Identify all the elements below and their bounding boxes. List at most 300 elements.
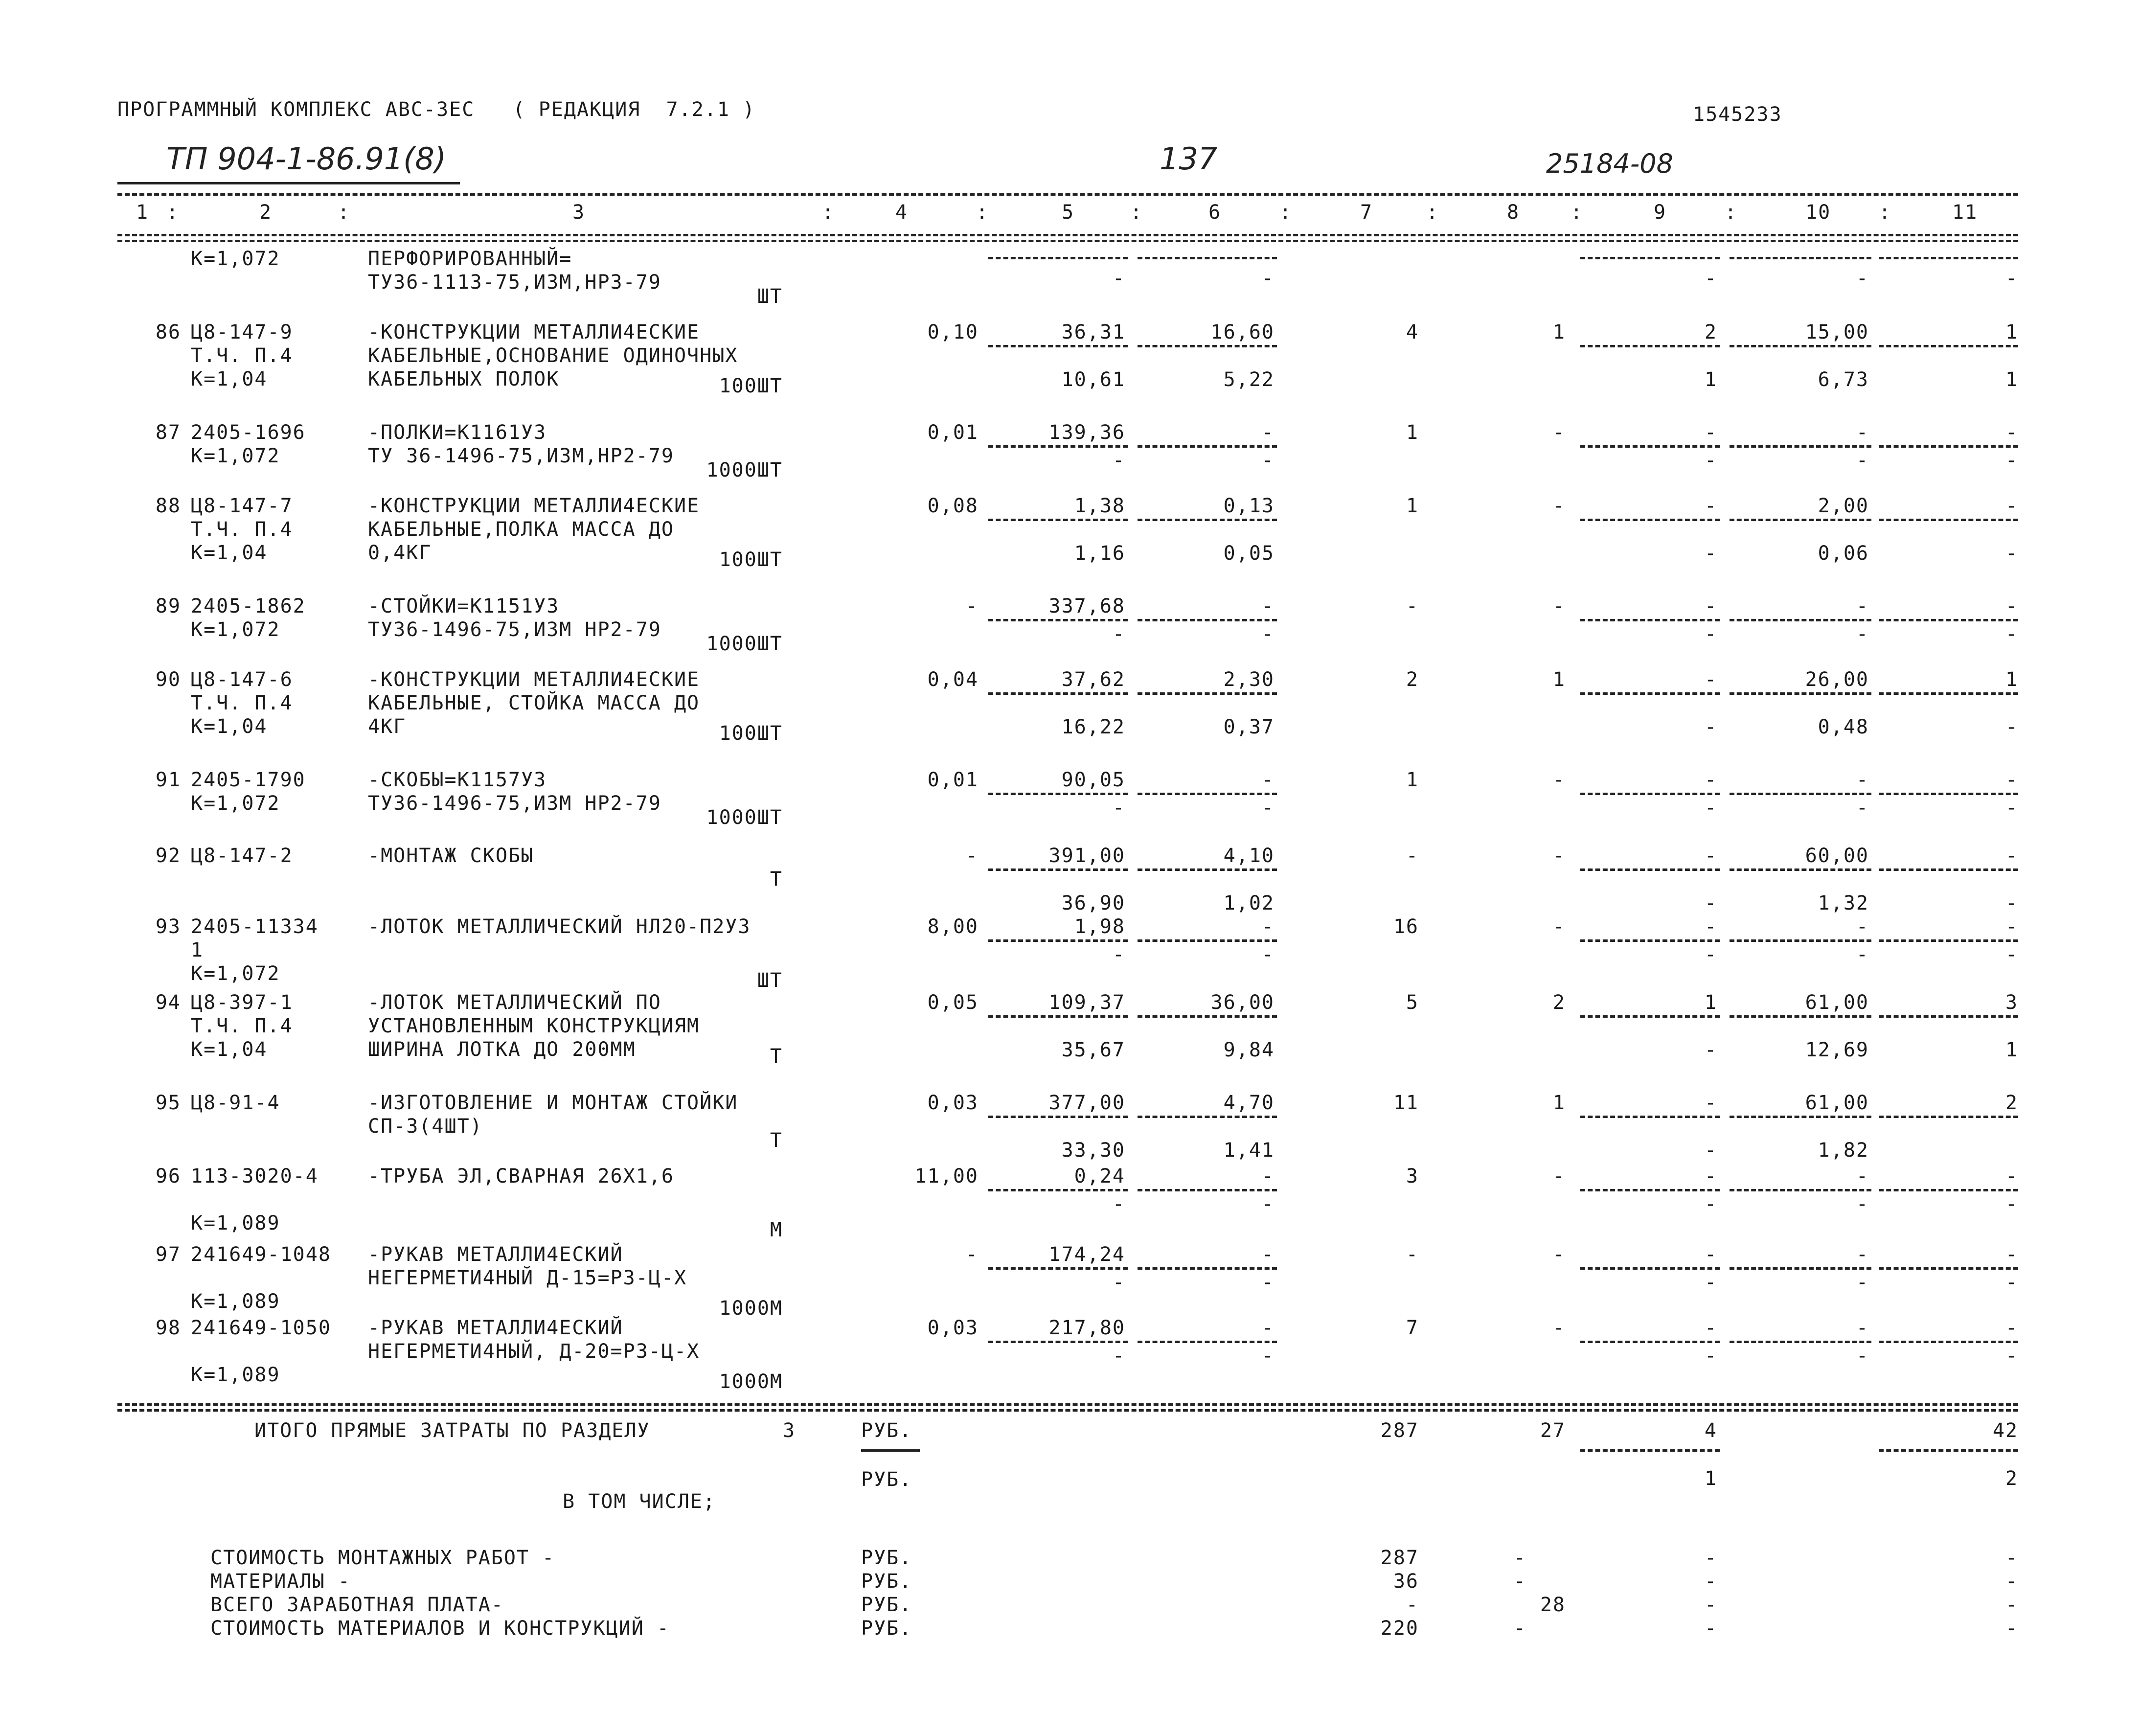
fraction-line <box>1879 519 2018 521</box>
cell-wages: - <box>1552 421 1566 444</box>
row-number: 90 <box>155 668 181 691</box>
cell-machines-secondary: - <box>1704 716 1717 738</box>
cell-quantity: 0,05 <box>927 991 979 1014</box>
cell-unit-cost-secondary: 16,22 <box>1061 716 1125 738</box>
totals-wages: 27 <box>1540 1419 1566 1442</box>
unit-of-measure: 100ШТ <box>719 722 783 745</box>
column-separator: : <box>1279 201 1293 224</box>
cell-wage-cost: - <box>1261 769 1275 791</box>
cell-wage-cost: 4,10 <box>1223 845 1275 867</box>
fraction-line <box>988 1189 1128 1191</box>
item-description: ТУ 36-1496-75,ИЗМ,НР2-79 <box>368 445 674 467</box>
cell-unit-cost-secondary: - <box>1112 449 1125 472</box>
fraction-line <box>1138 793 1277 795</box>
row-number: 93 <box>155 915 181 938</box>
fraction-line <box>1580 692 1720 695</box>
cell-total: - <box>1406 1243 1419 1266</box>
price-code: Ц8-397-1 <box>191 991 293 1014</box>
code-handwritten: 25184-08 <box>1546 148 1673 179</box>
cell-wage-cost: - <box>1261 1165 1275 1188</box>
price-code: Ц8-147-7 <box>191 495 293 517</box>
cell-labor-total: - <box>2005 595 2018 617</box>
cell-unit-cost-secondary: 10,61 <box>1061 368 1125 391</box>
item-description: -КОНСТРУКЦИИ МЕТАЛЛИ4ЕСКИЕ <box>368 668 700 691</box>
cell-machines: - <box>1704 1243 1717 1266</box>
cell-wages: - <box>1552 1165 1566 1188</box>
cell-wage-cost: 2,30 <box>1223 668 1275 691</box>
fraction-line <box>1138 939 1277 942</box>
column-separator: : <box>1130 201 1143 224</box>
summary-total: 220 <box>1380 1617 1419 1640</box>
cell-labor-total: 2 <box>2005 1092 2018 1114</box>
item-description: -ТРУБА ЭЛ,СВАРНАЯ 26Х1,6 <box>368 1165 674 1188</box>
item-description: -ЛОТОК МЕТАЛЛИЧЕСКИЙ ПО <box>368 991 661 1014</box>
column-header-2: 2 <box>259 201 273 224</box>
unit-of-measure: 1000ШТ <box>706 458 783 481</box>
fraction-line <box>1138 1116 1277 1118</box>
header-rule-bottom-2 <box>117 240 2018 242</box>
fraction-line <box>988 939 1128 942</box>
totals-rule <box>117 1403 2018 1406</box>
fraction-line <box>1730 619 1871 621</box>
unit-of-measure: 100ШТ <box>719 375 783 398</box>
item-description: -МОНТАЖ СКОБЫ <box>368 845 534 867</box>
row-number: 88 <box>155 495 181 517</box>
cell-machines: - <box>1704 668 1717 691</box>
cell-wage-cost-secondary: 5,22 <box>1223 368 1275 391</box>
price-code: К=1,072 <box>191 618 280 641</box>
price-code: Т.Ч. П.4 <box>191 692 293 714</box>
item-description: -ЛОТОК МЕТАЛЛИЧЕСКИЙ НЛ20-П2У3 <box>368 915 751 938</box>
cell-wages: 1 <box>1552 668 1566 691</box>
cell-labor-secondary: - <box>1856 1345 1869 1367</box>
cell-labor-total: - <box>2005 845 2018 867</box>
cell-labor: 61,00 <box>1805 1092 1869 1114</box>
totals-machines: 4 <box>1704 1419 1717 1442</box>
cell-machines: - <box>1704 915 1717 938</box>
cell-unit-cost-secondary: - <box>1112 267 1125 290</box>
fraction-line <box>1879 939 2018 942</box>
fraction-line <box>1580 257 1720 259</box>
cell-wage-cost: 16,60 <box>1210 321 1275 343</box>
summary-machines: - <box>1704 1547 1717 1569</box>
fraction-line <box>988 1015 1128 1018</box>
cell-labor-total-secondary: - <box>2005 449 2018 472</box>
unit-of-measure: Т <box>770 868 783 891</box>
summary-labor-total: - <box>2005 1570 2018 1593</box>
totals-labor-total: 42 <box>1992 1419 2018 1442</box>
cell-machines-secondary: - <box>1704 1193 1717 1215</box>
cell-wage-cost-secondary: 1,41 <box>1223 1139 1275 1162</box>
cell-wage-cost-secondary: 9,84 <box>1223 1039 1275 1061</box>
fraction-line <box>1730 793 1871 795</box>
item-description: НЕГЕРМЕТИ4НЫЙ Д-15=Р3-Ц-Х <box>368 1267 687 1289</box>
row-number: 94 <box>155 991 181 1014</box>
cell-labor-secondary: 12,69 <box>1805 1039 1869 1061</box>
fraction-line <box>1730 692 1871 695</box>
price-code: 2405-11334 <box>191 915 319 938</box>
summary-currency: РУБ. <box>861 1570 912 1593</box>
cell-labor-total-secondary: - <box>2005 1271 2018 1294</box>
row-number: 97 <box>155 1243 181 1266</box>
fraction-line <box>1879 793 2018 795</box>
fraction-line <box>988 692 1128 695</box>
fraction-line <box>1580 1015 1720 1018</box>
fraction-line <box>988 445 1128 448</box>
cell-unit-cost: 1,98 <box>1074 915 1125 938</box>
item-description: -ПОЛКИ=К1161У3 <box>368 421 547 444</box>
summary-currency: РУБ. <box>861 1617 912 1640</box>
cell-labor-total: - <box>2005 421 2018 444</box>
fraction-line <box>1580 1116 1720 1118</box>
cell-wage-cost: 0,13 <box>1223 495 1275 517</box>
cell-labor: - <box>1856 1317 1869 1339</box>
cell-unit-cost-secondary: 33,30 <box>1061 1139 1125 1162</box>
cell-labor: - <box>1856 1243 1869 1266</box>
fraction-line <box>1879 445 2018 448</box>
row-number: 95 <box>155 1092 181 1114</box>
header-rule-bottom <box>117 234 2018 236</box>
cell-unit-cost-secondary: - <box>1112 1345 1125 1367</box>
column-header-5: 5 <box>1062 201 1075 224</box>
fraction-line <box>1730 1189 1871 1191</box>
cell-labor-total: 1 <box>2005 321 2018 343</box>
summary-label: МАТЕРИАЛЫ - <box>210 1570 351 1593</box>
row-number: 86 <box>155 321 181 343</box>
fraction-line <box>1138 692 1277 695</box>
cell-total: 4 <box>1406 321 1419 343</box>
fraction-line <box>988 793 1128 795</box>
item-description: ШИРИНА ЛОТКА ДО 200ММ <box>368 1038 636 1061</box>
cell-quantity: - <box>965 595 979 617</box>
fraction-line <box>988 1116 1128 1118</box>
price-code: 241649-1050 <box>191 1317 331 1339</box>
row-number: 87 <box>155 421 181 444</box>
unit-of-measure: ШТ <box>757 285 783 308</box>
cell-wage-cost-secondary: 0,37 <box>1223 716 1275 738</box>
cell-machines-secondary: - <box>1704 267 1717 290</box>
fraction-line <box>1879 1015 2018 1018</box>
cell-machines-secondary: - <box>1704 1345 1717 1367</box>
cell-labor-total: 1 <box>2005 668 2018 691</box>
column-header-3: 3 <box>572 201 586 224</box>
item-description: СП-3(4ШТ) <box>368 1115 483 1138</box>
price-code: К=1,04 <box>191 715 268 738</box>
cell-labor: 26,00 <box>1805 668 1869 691</box>
header-rule-top <box>117 193 2018 196</box>
cell-labor-total-secondary: - <box>2005 623 2018 645</box>
fraction-line <box>1730 1116 1871 1118</box>
fraction-line <box>1580 619 1720 621</box>
price-code: К=1,089 <box>191 1290 280 1313</box>
price-code: К=1,089 <box>191 1364 280 1386</box>
cell-wages: - <box>1552 769 1566 791</box>
cell-machines-secondary: - <box>1704 797 1717 819</box>
summary-wages: - <box>1513 1547 1526 1569</box>
summary-machines: - <box>1704 1617 1717 1640</box>
cell-labor-total-secondary: - <box>2005 892 2018 914</box>
fraction-line <box>1879 868 2018 871</box>
summary-total: 287 <box>1380 1547 1419 1569</box>
fraction-line <box>1879 1116 2018 1118</box>
totals-label: ИТОГО ПРЯМЫЕ ЗАТРАТЫ ПО РАЗДЕЛУ <box>254 1419 650 1442</box>
unit-of-measure: 1000ШТ <box>706 632 783 655</box>
cell-labor-secondary: - <box>1856 623 1869 645</box>
fraction-line <box>1138 619 1277 621</box>
fraction-line <box>1580 868 1720 871</box>
fraction-line <box>1138 445 1277 448</box>
fraction-line <box>1138 345 1277 347</box>
cell-quantity: 0,03 <box>927 1317 979 1339</box>
cell-wages: - <box>1552 595 1566 617</box>
item-description: УСТАНОВЛЕННЫМ КОНСТРУКЦИЯМ <box>368 1015 700 1037</box>
cell-wage-cost-secondary: - <box>1261 1193 1275 1215</box>
cell-labor-secondary: 1,82 <box>1818 1139 1869 1162</box>
cell-wage-cost: - <box>1261 915 1275 938</box>
cell-labor-secondary: - <box>1856 1271 1869 1294</box>
cell-unit-cost: 391,00 <box>1048 845 1125 867</box>
fraction-line <box>1580 1189 1720 1191</box>
fraction-line <box>1730 939 1871 942</box>
price-code: 2405-1790 <box>191 769 306 791</box>
unit-of-measure: ШТ <box>757 969 783 992</box>
column-separator: : <box>1879 201 1892 224</box>
cell-unit-cost-secondary: 1,16 <box>1074 542 1125 565</box>
cell-machines-secondary: - <box>1704 542 1717 565</box>
item-description: КАБЕЛЬНЫХ ПОЛОК <box>368 368 560 390</box>
fraction-line <box>1730 257 1871 259</box>
price-code: Ц8-147-2 <box>191 845 293 867</box>
price-code: К=1,04 <box>191 1038 268 1061</box>
cell-wages: 1 <box>1552 1092 1566 1114</box>
including-label: В ТОМ ЧИСЛЕ; <box>563 1490 716 1513</box>
fraction-line <box>1879 257 2018 259</box>
cell-unit-cost: 217,80 <box>1048 1317 1125 1339</box>
cell-unit-cost-secondary: - <box>1112 1193 1125 1215</box>
price-code: К=1,072 <box>191 248 280 270</box>
currency-rule <box>861 1449 920 1452</box>
fraction-line <box>1730 345 1871 347</box>
unit-of-measure: Т <box>770 1045 783 1068</box>
cell-total: - <box>1406 845 1419 867</box>
document-number: 1545233 <box>1693 103 1782 126</box>
cell-machines: - <box>1704 1317 1717 1339</box>
price-code: К=1,089 <box>191 1212 280 1234</box>
cell-labor-total: - <box>2005 1317 2018 1339</box>
cell-wages: - <box>1552 495 1566 517</box>
cell-unit-cost-secondary: 35,67 <box>1061 1039 1125 1061</box>
cell-quantity: 11,00 <box>914 1165 979 1188</box>
summary-currency: РУБ. <box>861 1547 912 1569</box>
fraction-line <box>988 1341 1128 1343</box>
item-description: ПЕРФОРИРОВАННЫЙ= <box>368 248 572 270</box>
row-number: 89 <box>155 595 181 617</box>
price-code: К=1,072 <box>191 962 280 985</box>
cell-quantity: 0,03 <box>927 1092 979 1114</box>
column-header-8: 8 <box>1507 201 1520 224</box>
cell-labor: 60,00 <box>1805 845 1869 867</box>
fraction-line <box>1580 445 1720 448</box>
summary-label: СТОИМОСТЬ МОНТАЖНЫХ РАБОТ - <box>210 1547 555 1569</box>
cell-unit-cost-secondary: - <box>1112 797 1125 819</box>
cell-labor-total-secondary: - <box>2005 1345 2018 1367</box>
price-code: 1 <box>191 939 204 961</box>
fraction-line <box>988 257 1128 259</box>
cell-unit-cost: 36,31 <box>1061 321 1125 343</box>
cell-total: 7 <box>1406 1317 1419 1339</box>
column-header-9: 9 <box>1654 201 1667 224</box>
cell-wage-cost: 36,00 <box>1210 991 1275 1014</box>
summary-currency: РУБ. <box>861 1594 912 1616</box>
cell-labor-secondary: 0,06 <box>1818 542 1869 565</box>
cell-machines: - <box>1704 595 1717 617</box>
cell-labor-total: - <box>2005 915 2018 938</box>
cell-unit-cost-secondary: - <box>1112 1271 1125 1294</box>
column-separator: : <box>1725 201 1738 224</box>
row-number: 92 <box>155 845 181 867</box>
price-code: Ц8-147-9 <box>191 321 293 343</box>
item-description: -КОНСТРУКЦИИ МЕТАЛЛИ4ЕСКИЕ <box>368 495 700 517</box>
cell-wage-cost: - <box>1261 1317 1275 1339</box>
item-description: КАБЕЛЬНЫЕ, СТОЙКА МАССА ДО <box>368 692 700 714</box>
cell-wages: 1 <box>1552 321 1566 343</box>
cell-unit-cost-secondary: 36,90 <box>1061 892 1125 914</box>
cell-labor-secondary: - <box>1856 449 1869 472</box>
summary-labor-total: - <box>2005 1594 2018 1616</box>
row-number: 98 <box>155 1317 181 1339</box>
summary-wages: - <box>1513 1617 1526 1640</box>
cell-labor: - <box>1856 915 1869 938</box>
cell-quantity: 0,08 <box>927 495 979 517</box>
program-title: ПРОГРАММНЫЙ КОМПЛЕКС АВС-3ЕС ( РЕДАКЦИЯ 7.2.1 ) <box>117 98 756 121</box>
page-number-handwritten: 137 <box>1160 141 1218 177</box>
cell-wage-cost-secondary: - <box>1261 1271 1275 1294</box>
unit-of-measure: М <box>770 1219 783 1242</box>
totals-labor-total-secondary: 2 <box>2005 1467 2018 1490</box>
cell-labor-total-secondary: 1 <box>2005 368 2018 391</box>
fraction-line <box>1580 1267 1720 1270</box>
price-code: 2405-1862 <box>191 595 306 617</box>
cell-labor-secondary: - <box>1856 267 1869 290</box>
summary-total: 36 <box>1393 1570 1419 1593</box>
cell-quantity: 0,01 <box>927 421 979 444</box>
underline-project <box>117 182 460 184</box>
fraction-line <box>1879 619 2018 621</box>
item-description: КАБЕЛЬНЫЕ,ПОЛКА МАССА ДО <box>368 518 674 541</box>
fraction-line <box>1138 519 1277 521</box>
fraction-line <box>1730 868 1871 871</box>
fraction-line <box>1580 1449 1720 1452</box>
cell-wage-cost-secondary: 0,05 <box>1223 542 1275 565</box>
cell-total: 5 <box>1406 991 1419 1014</box>
cell-machines-secondary: - <box>1704 943 1717 966</box>
summary-wages: - <box>1513 1570 1526 1593</box>
item-description: 0,4КГ <box>368 542 432 564</box>
cell-total: 2 <box>1406 668 1419 691</box>
column-separator: : <box>338 201 351 224</box>
column-header-11: 11 <box>1952 201 1978 224</box>
fraction-line <box>1730 1267 1871 1270</box>
cell-labor-total-secondary: - <box>2005 797 2018 819</box>
cell-machines: - <box>1704 1165 1717 1188</box>
fraction-line <box>1580 1341 1720 1343</box>
fraction-line <box>1138 1189 1277 1191</box>
cell-labor-total-secondary: - <box>2005 716 2018 738</box>
cell-unit-cost-secondary: - <box>1112 623 1125 645</box>
cell-machines: - <box>1704 769 1717 791</box>
item-description: ТУ36-1113-75,ИЗМ,НР3-79 <box>368 271 661 294</box>
column-header-7: 7 <box>1360 201 1373 224</box>
item-description: -КОНСТРУКЦИИ МЕТАЛЛИ4ЕСКИЕ <box>368 321 700 343</box>
cell-labor: - <box>1856 421 1869 444</box>
cell-machines-secondary: - <box>1704 1139 1717 1162</box>
fraction-line <box>1580 345 1720 347</box>
cell-quantity: 0,01 <box>927 769 979 791</box>
column-separator: : <box>1426 201 1439 224</box>
cell-unit-cost: 174,24 <box>1048 1243 1125 1266</box>
cell-total: - <box>1406 595 1419 617</box>
column-header-1: 1 <box>136 201 149 224</box>
price-code: К=1,072 <box>191 445 280 467</box>
cell-labor-total: - <box>2005 1243 2018 1266</box>
cell-machines: 2 <box>1704 321 1717 343</box>
cell-labor-total-secondary: - <box>2005 943 2018 966</box>
totals-currency: РУБ. <box>861 1419 912 1442</box>
cell-machines-secondary: - <box>1704 1039 1717 1061</box>
cell-wages: - <box>1552 845 1566 867</box>
fraction-line <box>988 619 1128 621</box>
totals-rule-2 <box>117 1409 2018 1412</box>
cell-labor-total: - <box>2005 769 2018 791</box>
cell-total: 1 <box>1406 421 1419 444</box>
cell-labor-total-secondary: - <box>2005 267 2018 290</box>
cell-labor: 15,00 <box>1805 321 1869 343</box>
cell-wage-cost: - <box>1261 1243 1275 1266</box>
cell-unit-cost: 337,68 <box>1048 595 1125 617</box>
unit-of-measure: 1000М <box>719 1371 783 1393</box>
cell-machines-secondary: 1 <box>1704 368 1717 391</box>
cell-unit-cost: 37,62 <box>1061 668 1125 691</box>
cell-machines-secondary: - <box>1704 892 1717 914</box>
summary-total: - <box>1406 1594 1419 1616</box>
cell-total: 11 <box>1393 1092 1419 1114</box>
unit-of-measure: Т <box>770 1129 783 1152</box>
cell-labor-secondary: 6,73 <box>1818 368 1869 391</box>
summary-machines: - <box>1704 1594 1717 1616</box>
cell-labor: - <box>1856 1165 1869 1188</box>
fraction-line <box>1730 519 1871 521</box>
item-description: НЕГЕРМЕТИ4НЫЙ, Д-20=Р3-Ц-Х <box>368 1340 700 1363</box>
cell-labor-total: - <box>2005 1165 2018 1188</box>
cell-total: 16 <box>1393 915 1419 938</box>
cell-unit-cost: 0,24 <box>1074 1165 1125 1188</box>
item-description: -ИЗГОТОВЛЕНИЕ И МОНТАЖ СТОЙКИ <box>368 1092 738 1114</box>
cell-labor-total-secondary: - <box>2005 542 2018 565</box>
summary-machines: - <box>1704 1570 1717 1593</box>
fraction-line <box>1879 1189 2018 1191</box>
cell-quantity: 0,04 <box>927 668 979 691</box>
totals-currency-secondary: РУБ. <box>861 1468 912 1491</box>
cell-quantity: - <box>965 1243 979 1266</box>
fraction-line <box>1138 257 1277 259</box>
cell-total: 1 <box>1406 769 1419 791</box>
fraction-line <box>1138 1267 1277 1270</box>
price-code: 2405-1696 <box>191 421 306 444</box>
cell-labor: - <box>1856 769 1869 791</box>
cell-labor: - <box>1856 595 1869 617</box>
price-code: Ц8-147-6 <box>191 668 293 691</box>
totals-machines-secondary: 1 <box>1704 1467 1717 1490</box>
